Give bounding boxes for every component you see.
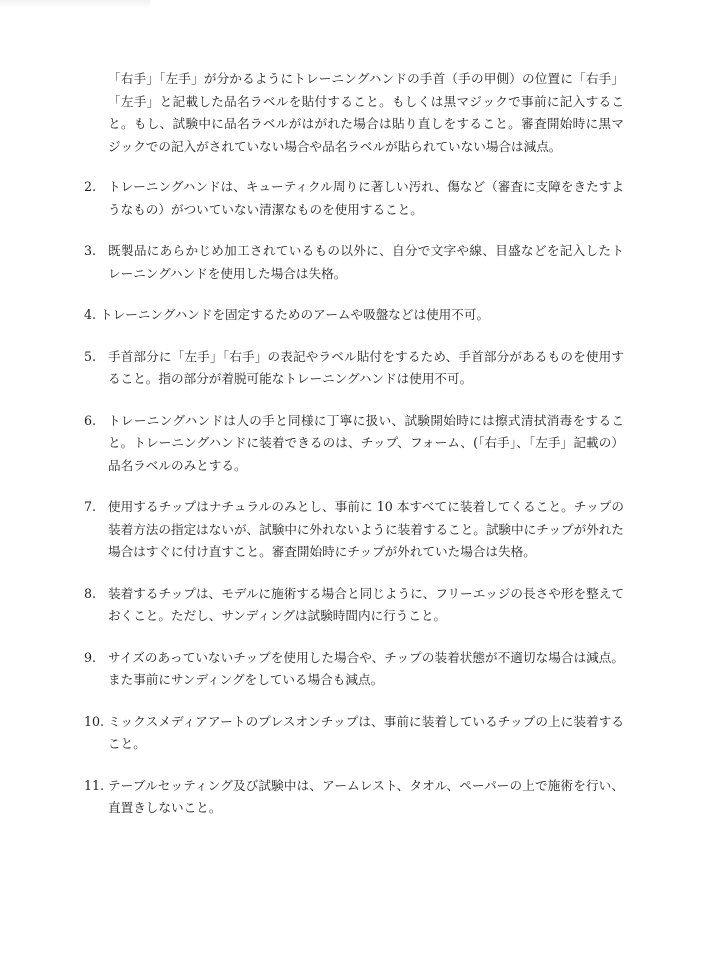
- list-item-7: [84, 496, 624, 564]
- item-number: 6.: [84, 412, 97, 428]
- item-number: 10.: [84, 713, 105, 729]
- list-item-9: [84, 647, 624, 692]
- item-text: サイズのあっていないチップを使用した場合や、チップの装着状態が不適切な場合は減点。また事前にサンディングをしている場合も減点。: [108, 649, 624, 687]
- item-text: ミックスメディアアートのプレスオンチップは、事前に装着しているチップの上に装着すること。: [108, 713, 624, 751]
- list-item-4: [84, 304, 624, 327]
- item-text: 装着するチップは、モデルに施術する場合と同じように、フリーエッジの長さや形を整えておくこと。ただし、サンディングは試験時間内に行うこと。: [108, 585, 624, 623]
- item-1-continuation: 「右手」「左手」が分かるようにトレーニングハンドの手首（手の甲側）の位置に「右手」「左手」と記載した品名ラベルを貼付すること。もしくは黒マジックで事前に記入すること。もし、試験中に品名ラベルがはがれた場合は貼り直しをすること。審査開始時に黒マジックでの記入がされていない場合や品名ラベルが貼られていない場合は減点。: [108, 71, 624, 154]
- item-text: トレーニングハンドは人の手と同様に丁寧に扱い、試験開始時には擦式清拭消毒をすること。トレーニングハンドに装着できるのは、チップ、フォーム、(「右手」、「左手」記載の）品名ラベルのみとする。: [108, 412, 624, 473]
- list-item-2: [84, 176, 624, 221]
- rules-list: [84, 68, 624, 839]
- item-text: 使用するチップはナチュラルのみとし、事前に 10 本すべてに装着してくること。チップの装着方法の指定はないが、試験中に外れないように装着すること。試験中にチップが外れた場合はすぐに付け直すこと。審査開始時にチップが外れていた場合は失格。: [108, 499, 624, 559]
- item-number: 3.: [84, 243, 97, 258]
- page-edge-shadow: [0, 0, 150, 8]
- item-number: 4.: [84, 307, 97, 322]
- item-text: トレーニングハンドを固定するためのアームや吸盤などは使用不可。: [100, 307, 490, 322]
- item-number: 11.: [84, 777, 105, 793]
- list-item-11: [84, 775, 624, 820]
- item-number: 2.: [84, 179, 97, 194]
- list-item-3: [84, 240, 624, 285]
- item-number: 5.: [84, 348, 97, 364]
- list-item-6: [84, 410, 624, 478]
- list-item-10: [84, 711, 624, 756]
- list-item-5: [84, 346, 624, 391]
- item-number: 9.: [84, 649, 97, 665]
- list-item-8: [84, 583, 624, 628]
- item-text: 既製品にあらかじめ加工されているもの以外に、自分で文字や線、目盛などを記入したトレーニングハンドを使用した場合は失格。: [108, 243, 624, 281]
- item-text: 手首部分に「左手」「右手」の表記やラベル貼付をするため、手首部分があるものを使用すること。指の部分が着脱可能なトレーニングハンドは使用不可。: [108, 348, 624, 386]
- item-text: トレーニングハンドは、キューティクル周りに著しい汚れ、傷など（審査に支障をきたすようなもの）がついていない清潔なものを使用すること。: [108, 179, 624, 217]
- item-number: 8.: [84, 585, 97, 601]
- item-text: テーブルセッティング及び試験中は、アームレスト、タオル、ペーパーの上で施術を行い、直置きしないこと。: [108, 777, 624, 815]
- item-number: 7.: [84, 499, 97, 514]
